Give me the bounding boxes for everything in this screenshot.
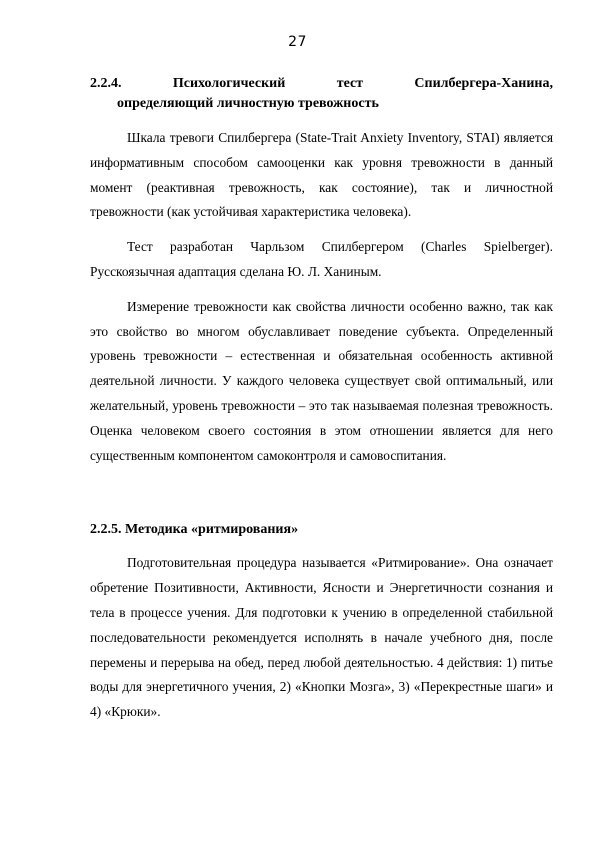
paragraph-stai-description: Шкала тревоги Спилбергера (State-Trait Anxiety Inventory, STAI) является информативным способом самооценки как уровня тревожности в данный момент (реактивная тревожность, как состояние), так и личностной тревожности (как устойчивая характеристика человека). — [90, 130, 553, 220]
paragraph-rhythm-method: Подготовительная процедура называется «Ритмирование». Она означает обретение Позитивности, Активности, Ясности и Энергетичности сознания и тела в процессе учения. Для подготовки к учению в определенной стабильной последовательности рекомендуется исполнять в начале учебного дня, после перемены и перерыва на обед, перед любой деятельностью. 4 действия: 1) питье воды для энергетичного учения, 2) «Кнопки Мозга», 3) «Перекрестные шаги» и 4) «Крюки». — [90, 555, 553, 720]
page-content — [90, 72, 553, 725]
section-heading-2-2-5: 2.2.5. Методика «ритмирования» — [90, 522, 299, 538]
section-heading-line1: 2.2.4. Психологический тест Спилбергера-Ханина, — [90, 76, 553, 91]
page-number: 27 — [288, 34, 307, 50]
section-heading-2-2-4 — [90, 72, 553, 114]
section-heading-line2: определяющий личностную тревожность — [117, 96, 379, 111]
paragraph-test-author: Тест разработан Чарльзом Спилбергером (Charles Spielberger). Русскоязычная адаптация сделана Ю. Л. Ханиным. — [90, 239, 553, 279]
paragraph-anxiety-measurement: Измерение тревожности как свойства личности особенно важно, так как это свойство во многом обуславливает поведение субъекта. Определенный уровень тревожности – естественная и обязательная особенность активной деятельной личности. У каждого человека существует свой оптимальный, или желательный, уровень тревожности – это так называемая полезная тревожность. Оценка человеком своего состояния в этом отношении является для него существенным компонентом самоконтроля и самовоспитания. — [90, 298, 553, 463]
